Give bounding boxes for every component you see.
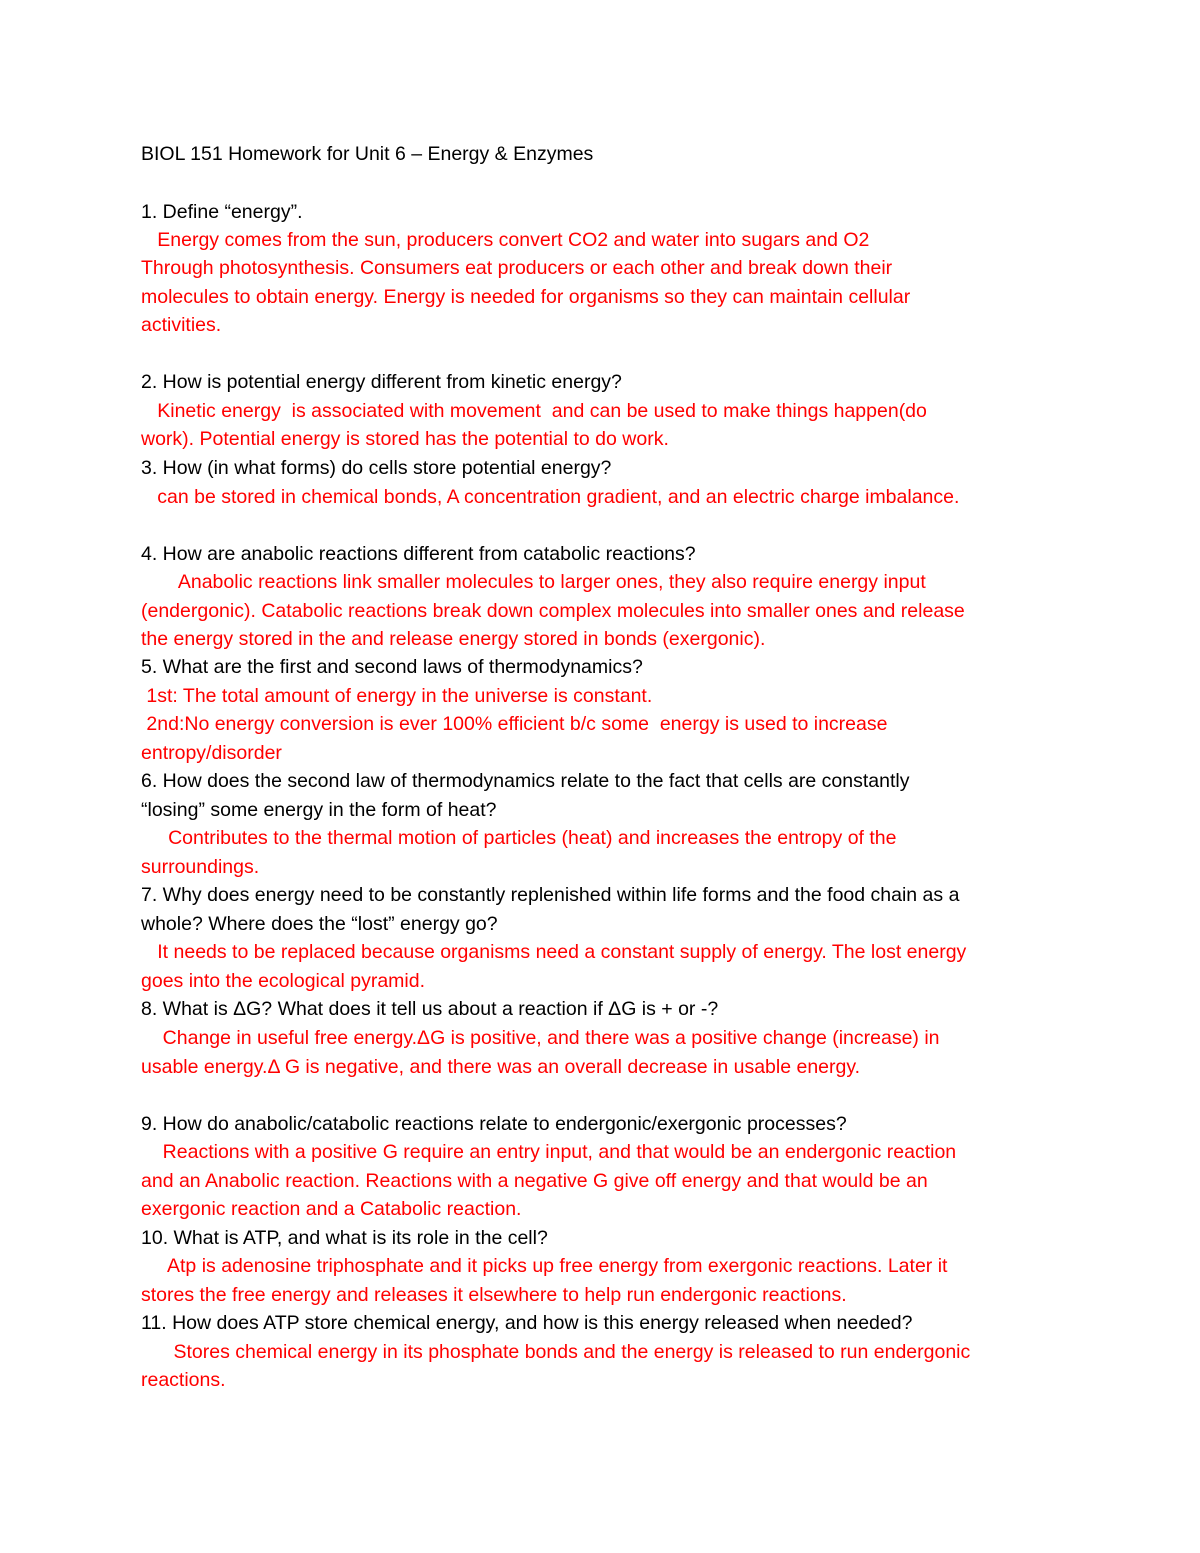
- question-6-line-2: “losing” some energy in the form of heat?: [141, 799, 497, 821]
- question-5: 5. What are the first and second laws of thermodynamics?: [141, 656, 643, 678]
- answer-7-line-2: goes into the ecological pyramid.: [141, 970, 425, 992]
- answer-4-line-3: the energy stored in the and release energy stored in bonds (exergonic).: [141, 628, 766, 650]
- answer-6-line-1: Contributes to the thermal motion of particles (heat) and increases the entropy of the: [141, 827, 897, 849]
- question-8: 8. What is ΔG? What does it tell us about a reaction if ΔG is + or -?: [141, 998, 719, 1020]
- answer-9-line-2: and an Anabolic reaction. Reactions with a negative G give off energy and that would be an: [141, 1170, 928, 1192]
- question-3: 3. How (in what forms) do cells store potential energy?: [141, 457, 612, 479]
- question-6-line-1: 6. How does the second law of thermodynamics relate to the fact that cells are constantly: [141, 770, 910, 792]
- answer-6-line-2: surroundings.: [141, 856, 260, 878]
- answer-4-line-2: (endergonic). Catabolic reactions break down complex molecules into smaller ones and release: [141, 600, 965, 622]
- answer-8-line-2: usable energy.Δ G is negative, and there was an overall decrease in usable energy.: [141, 1056, 861, 1078]
- answer-2-line-2: work). Potential energy is stored has the potential to do work.: [141, 428, 669, 450]
- answer-4-line-1: Anabolic reactions link smaller molecules to larger ones, they also require energy input: [141, 571, 926, 593]
- answer-5-line-1: 1st: The total amount of energy in the universe is constant.: [141, 685, 653, 707]
- answer-9-line-3: exergonic reaction and a Catabolic reaction.: [141, 1198, 522, 1220]
- answer-9-line-1: Reactions with a positive G require an entry input, and that would be an endergonic reaction: [141, 1141, 957, 1163]
- question-7-line-1: 7. Why does energy need to be constantly replenished within life forms and the food chain as a: [141, 884, 960, 906]
- question-9: 9. How do anabolic/catabolic reactions relate to endergonic/exergonic processes?: [141, 1113, 847, 1135]
- answer-1-line-1: Energy comes from the sun, producers convert CO2 and water into sugars and O2: [141, 229, 870, 251]
- answer-1-line-3: molecules to obtain energy. Energy is needed for organisms so they can maintain cellular: [141, 286, 911, 308]
- answer-11-line-2: reactions.: [141, 1369, 226, 1391]
- answer-1-line-4: activities.: [141, 314, 222, 336]
- question-2: 2. How is potential energy different from kinetic energy?: [141, 371, 622, 393]
- answer-11-line-1: Stores chemical energy in its phosphate bonds and the energy is released to run endergonic: [141, 1341, 971, 1363]
- question-4: 4. How are anabolic reactions different from catabolic reactions?: [141, 543, 696, 565]
- question-10: 10. What is ATP, and what is its role in the cell?: [141, 1227, 548, 1249]
- answer-10-line-1: Atp is adenosine triphosphate and it picks up free energy from exergonic reactions. Later it: [141, 1255, 948, 1277]
- question-1: 1. Define “energy”.: [141, 201, 303, 223]
- answer-10-line-2: stores the free energy and releases it elsewhere to help run endergonic reactions.: [141, 1284, 847, 1306]
- answer-5-line-3: entropy/disorder: [141, 742, 282, 764]
- answer-2-line-1: Kinetic energy is associated with movement and can be used to make things happen(do: [141, 400, 927, 422]
- answer-5-line-2: 2nd:No energy conversion is ever 100% efficient b/c some energy is used to increase: [141, 713, 888, 735]
- answer-3-line-1: can be stored in chemical bonds, A concentration gradient, and an electric charge imbalance.: [141, 486, 960, 508]
- answer-7-line-1: It needs to be replaced because organisms need a constant supply of energy. The lost energy: [141, 941, 967, 963]
- document-title: BIOL 151 Homework for Unit 6 – Energy & Enzymes: [141, 143, 594, 165]
- question-11: 11. How does ATP store chemical energy, and how is this energy released when needed?: [141, 1312, 913, 1334]
- answer-8-line-1: Change in useful free energy.ΔG is positive, and there was a positive change (increase) in: [141, 1027, 940, 1049]
- answer-1-line-2: Through photosynthesis. Consumers eat producers or each other and break down their: [141, 257, 893, 279]
- question-7-line-2: whole? Where does the “lost” energy go?: [141, 913, 498, 935]
